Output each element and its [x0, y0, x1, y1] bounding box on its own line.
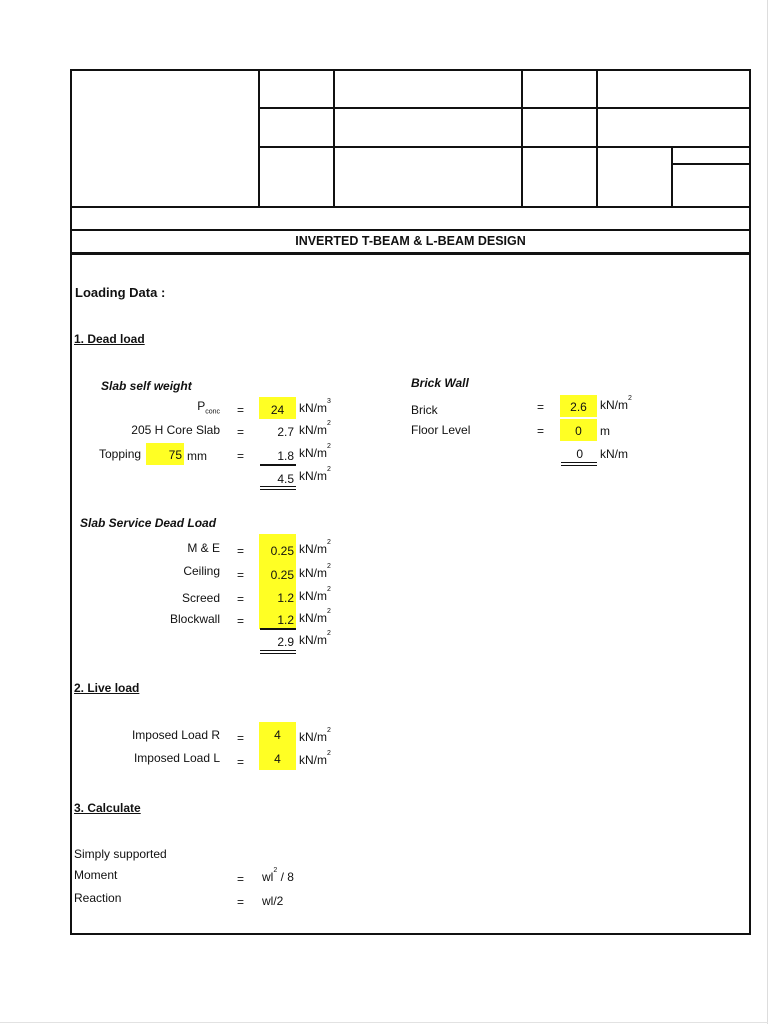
equals-sign: =	[237, 895, 245, 909]
service-item-unit: $kN/m^2$	[299, 539, 331, 556]
brick-wall-heading: Brick Wall	[411, 376, 469, 390]
equals-sign: =	[237, 449, 245, 463]
equals-sign: =	[237, 755, 245, 769]
core-slab-value: 2.7	[277, 425, 294, 439]
equals-sign: =	[237, 425, 245, 439]
service-item-label: Blockwall	[169, 612, 220, 626]
equals-sign: =	[237, 731, 245, 745]
page-title: INVERTED T-BEAM & L-BEAM DESIGN	[295, 234, 526, 248]
grid-line	[671, 163, 751, 165]
reaction-label: Reaction	[74, 891, 122, 905]
live-load-item-value: 4	[274, 752, 281, 766]
grid-line	[258, 69, 260, 208]
topping-value: 1.8	[277, 449, 294, 463]
floor-level-label: Floor Level	[411, 423, 471, 437]
service-item-unit: $kN/m^2$	[299, 563, 331, 580]
loading-data-heading: Loading Data :	[75, 285, 166, 300]
equals-sign: =	[237, 403, 245, 417]
equals-sign: =	[537, 400, 545, 414]
grid-line	[671, 146, 673, 208]
brick-value: 2.6	[570, 400, 587, 414]
moment-formula: $wl^2 / 8$	[262, 867, 294, 884]
service-item-value: 1.2	[277, 591, 294, 605]
floor-level-unit: m	[600, 424, 610, 438]
equals-sign: =	[537, 424, 545, 438]
slab-self-weight-heading: Slab self weight	[101, 379, 192, 393]
live-load-item-unit: $kN/m^2$	[299, 727, 331, 744]
double-underline	[561, 462, 597, 463]
sum-rule	[260, 628, 296, 630]
rho-conc-label: $P_{conc}$	[197, 399, 220, 416]
service-dead-load-total-unit: $kN/m^2$	[299, 630, 331, 647]
double-underline	[561, 465, 597, 466]
equals-sign: =	[237, 592, 245, 606]
sum-rule	[260, 464, 296, 466]
service-item-value: 0.25	[270, 568, 294, 582]
double-underline	[260, 486, 296, 487]
grid-line	[258, 107, 751, 109]
topping-thickness-unit: mm	[187, 449, 207, 463]
brick-wall-total: 0	[576, 447, 583, 461]
floor-level-value: 0	[575, 424, 582, 438]
grid-line	[258, 146, 751, 148]
slab-self-weight-total: 4.5	[277, 472, 294, 486]
service-item-label: Screed	[181, 591, 220, 605]
calculate-heading: 3. Calculate	[74, 801, 141, 815]
service-item-value: 1.2	[277, 613, 294, 627]
brick-label: Brick	[411, 403, 438, 417]
topping-label: Topping	[99, 447, 142, 461]
reaction-formula: wl/2	[262, 894, 284, 908]
live-load-item-value: 4	[274, 728, 281, 742]
dead-load-heading: 1. Dead load	[74, 332, 145, 346]
service-item-unit: $kN/m^2$	[299, 608, 331, 625]
service-dead-load-total: 2.9	[277, 635, 294, 649]
service-item-label: M & E	[187, 541, 220, 555]
equals-sign: =	[237, 872, 245, 886]
grid-line	[521, 69, 523, 208]
double-underline	[260, 489, 296, 490]
brick-unit: $kN/m^2$	[600, 395, 632, 412]
equals-sign: =	[237, 544, 245, 558]
live-load-item-label: Imposed Load R	[131, 728, 220, 742]
topping-unit: $kN/m^2$	[299, 443, 331, 460]
service-item-value: 0.25	[270, 544, 294, 558]
core-slab-label: 205 H Core Slab	[131, 423, 220, 437]
live-load-item-label: Imposed Load L	[133, 751, 220, 765]
equals-sign: =	[237, 614, 245, 628]
service-dead-load-heading: Slab Service Dead Load	[80, 516, 217, 530]
page-edge	[0, 1022, 768, 1023]
equals-sign: =	[237, 568, 245, 582]
live-load-heading: 2. Live load	[74, 681, 140, 695]
topping-thickness-value: 75	[168, 448, 182, 462]
rho-conc-value: 24	[270, 403, 285, 417]
service-item-label: Ceiling	[183, 564, 220, 578]
double-underline	[260, 653, 296, 654]
core-slab-unit: $kN/m^2$	[299, 420, 331, 437]
slab-self-weight-total-unit: $kN/m^2$	[299, 466, 331, 483]
grid-line	[70, 229, 751, 231]
double-underline	[260, 650, 296, 651]
grid-line	[70, 206, 751, 208]
brick-wall-total-unit: kN/m	[600, 447, 628, 461]
grid-line	[596, 69, 598, 208]
simply-supported-label: Simply supported	[74, 847, 167, 861]
live-load-item-unit: $kN/m^2$	[299, 750, 331, 767]
service-item-unit: $kN/m^2$	[299, 586, 331, 603]
moment-label: Moment	[74, 868, 118, 882]
rho-conc-unit: $kN/m^3$	[299, 398, 331, 415]
title-block-frame	[70, 69, 751, 255]
grid-line	[333, 69, 335, 208]
